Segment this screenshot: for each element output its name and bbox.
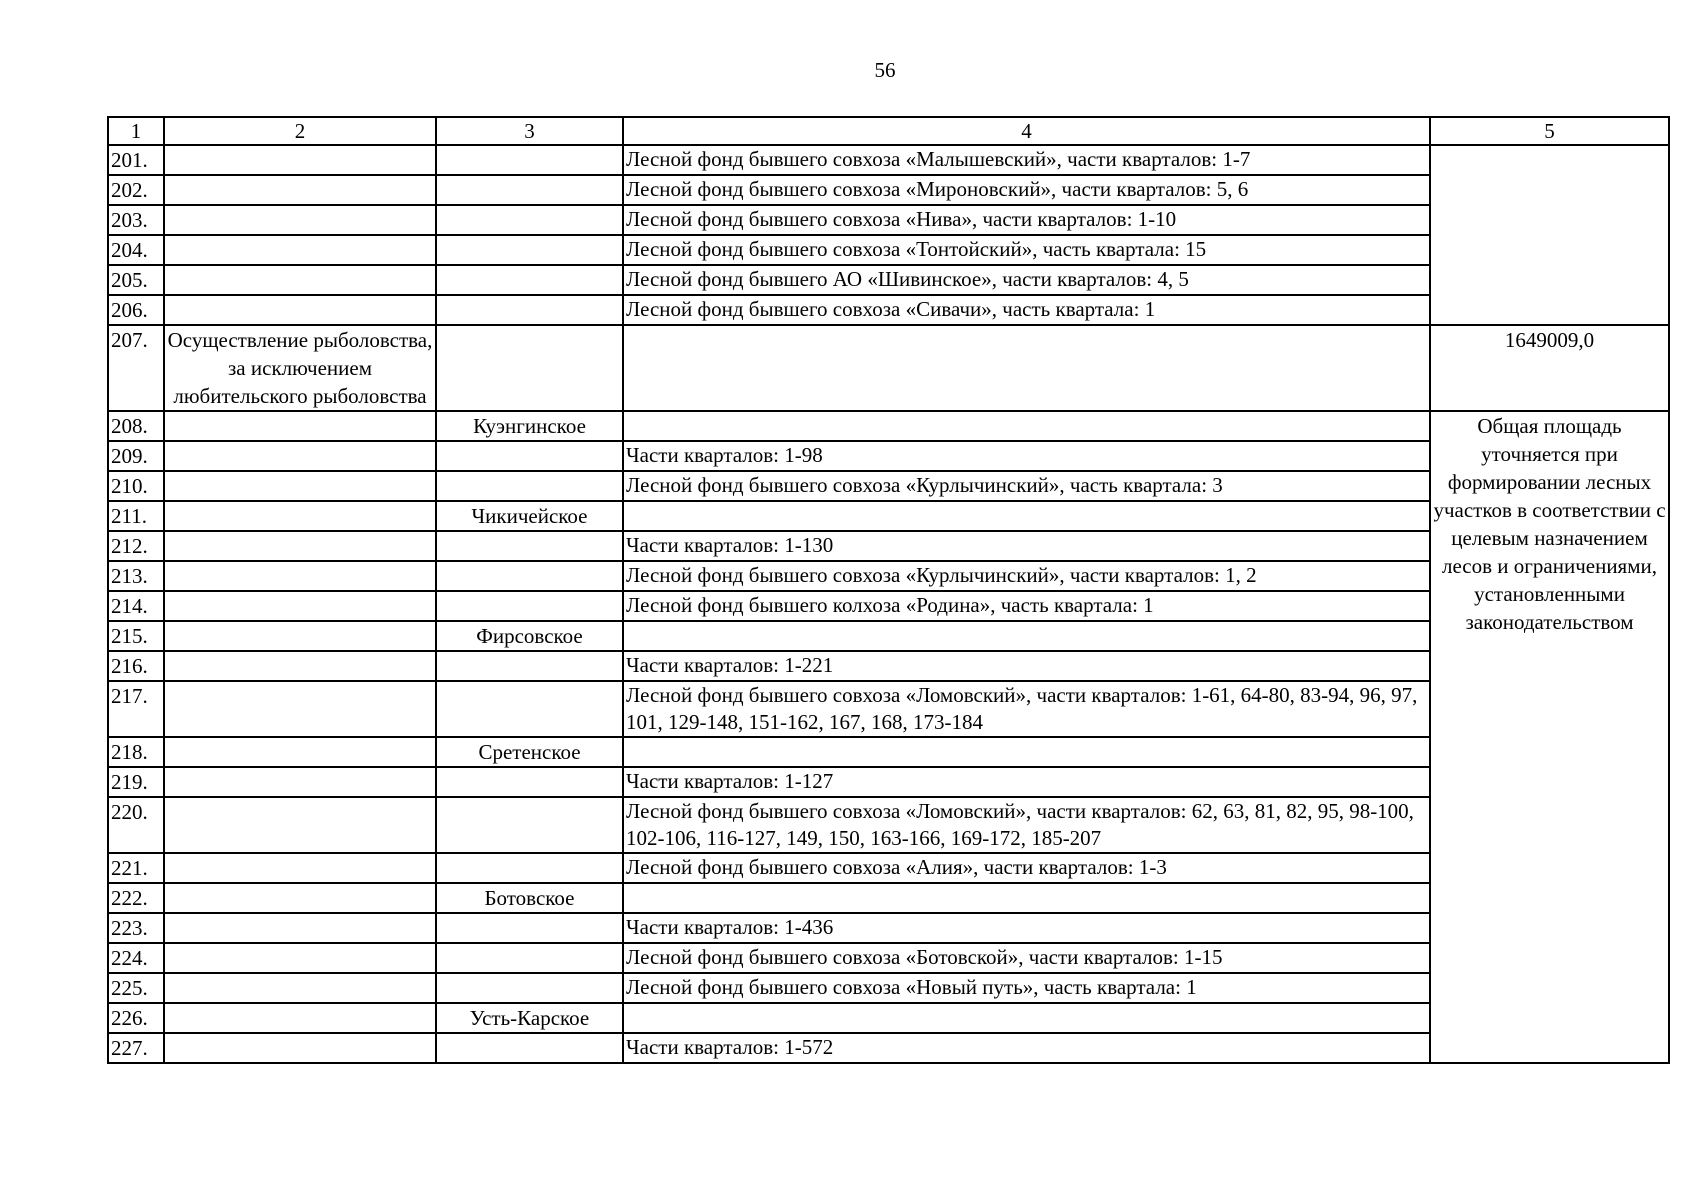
forestry-district-cell <box>436 325 623 411</box>
activity-cell <box>164 973 436 1003</box>
row-number: 224. <box>108 943 164 973</box>
row-number: 215. <box>108 621 164 651</box>
forestry-district-cell <box>436 797 623 853</box>
forestry-district-cell <box>436 265 623 295</box>
header-cell-5: 5 <box>1430 117 1669 145</box>
activity-cell <box>164 913 436 943</box>
forest-location-cell: Лесной фонд бывшего совхоза «Курлычинский», части кварталов: 1, 2 <box>623 561 1430 591</box>
row-number: 219. <box>108 767 164 797</box>
row-number: 226. <box>108 1003 164 1033</box>
forestry-district-cell <box>436 681 623 737</box>
forestry-district-cell: Фирсовское <box>436 621 623 651</box>
row-number: 217. <box>108 681 164 737</box>
forest-allocation-table <box>107 116 1670 1064</box>
forest-location-cell: Части кварталов: 1-572 <box>623 1033 1430 1063</box>
forestry-district-cell <box>436 973 623 1003</box>
header-cell-4: 4 <box>623 117 1430 145</box>
row-number: 221. <box>108 853 164 883</box>
activity-cell <box>164 205 436 235</box>
forest-location-cell: Лесной фонд бывшего совхоза «Алия», части кварталов: 1-3 <box>623 853 1430 883</box>
activity-cell <box>164 737 436 767</box>
header-cell-3: 3 <box>436 117 623 145</box>
activity-cell <box>164 651 436 681</box>
forestry-district-cell <box>436 205 623 235</box>
forest-location-cell: Лесной фонд бывшего совхоза «Сивачи», часть квартала: 1 <box>623 295 1430 325</box>
forestry-district-cell <box>436 531 623 561</box>
activity-cell <box>164 175 436 205</box>
forest-location-cell <box>623 411 1430 441</box>
row-number: 227. <box>108 1033 164 1063</box>
activity-cell <box>164 797 436 853</box>
forest-location-cell: Части кварталов: 1-130 <box>623 531 1430 561</box>
forest-location-cell: Лесной фонд бывшего колхоза «Родина», часть квартала: 1 <box>623 591 1430 621</box>
activity-cell <box>164 943 436 973</box>
activity-cell <box>164 591 436 621</box>
activity-cell <box>164 1003 436 1033</box>
forest-location-cell: Лесной фонд бывшего совхоза «Ботовской», части кварталов: 1-15 <box>623 943 1430 973</box>
forest-location-cell: Части кварталов: 1-436 <box>623 913 1430 943</box>
forest-location-cell: Части кварталов: 1-98 <box>623 441 1430 471</box>
forest-location-cell <box>623 883 1430 913</box>
forestry-district-cell <box>436 591 623 621</box>
row-number: 204. <box>108 235 164 265</box>
activity-cell <box>164 1033 436 1063</box>
forest-location-cell: Лесной фонд бывшего совхоза «Нива», части кварталов: 1-10 <box>623 205 1430 235</box>
forest-location-cell: Лесной фонд бывшего совхоза «Ломовский», части кварталов: 62, 63, 81, 82, 95, 98-100, 102-106, 116-127, 149, 150, 163-166, 169-172, 185-207 <box>623 797 1430 853</box>
forest-location-cell: Части кварталов: 1-221 <box>623 651 1430 681</box>
activity-cell <box>164 501 436 531</box>
forestry-district-cell: Ботовское <box>436 883 623 913</box>
row-number: 207. <box>108 325 164 411</box>
row-number: 213. <box>108 561 164 591</box>
forestry-district-cell <box>436 913 623 943</box>
forestry-district-cell <box>436 1033 623 1063</box>
activity-cell <box>164 235 436 265</box>
row-number: 223. <box>108 913 164 943</box>
forestry-district-cell <box>436 561 623 591</box>
row-number: 201. <box>108 145 164 175</box>
area-note-cell: Общая площадь уточняется при формировании лесных участков в соответствии с целевым назначением лесов и ограничениями, установленными законодательством <box>1430 411 1669 1063</box>
forestry-district-cell <box>436 235 623 265</box>
forestry-district-cell <box>436 651 623 681</box>
forest-location-cell <box>623 737 1430 767</box>
forestry-district-cell <box>436 471 623 501</box>
forest-location-cell: Лесной фонд бывшего совхоза «Новый путь», часть квартала: 1 <box>623 973 1430 1003</box>
row-number: 216. <box>108 651 164 681</box>
forestry-district-cell <box>436 853 623 883</box>
forest-location-cell: Лесной фонд бывшего совхоза «Мироновский», части кварталов: 5, 6 <box>623 175 1430 205</box>
activity-cell: Осуществление рыболовства, за исключением любительского рыболовства <box>164 325 436 411</box>
area-cell: 1649009,0 <box>1430 325 1669 411</box>
row-number: 212. <box>108 531 164 561</box>
forest-location-cell: Лесной фонд бывшего АО «Шивинское», части кварталов: 4, 5 <box>623 265 1430 295</box>
table-row <box>108 145 1669 175</box>
forest-location-cell: Лесной фонд бывшего совхоза «Малышевский», части кварталов: 1-7 <box>623 145 1430 175</box>
forest-location-cell: Части кварталов: 1-127 <box>623 767 1430 797</box>
row-number: 225. <box>108 973 164 1003</box>
row-number: 214. <box>108 591 164 621</box>
forest-location-cell <box>623 501 1430 531</box>
row-number: 222. <box>108 883 164 913</box>
activity-cell <box>164 145 436 175</box>
forestry-district-cell: Сретенское <box>436 737 623 767</box>
activity-cell <box>164 471 436 501</box>
header-cell-2: 2 <box>164 117 436 145</box>
row-number: 202. <box>108 175 164 205</box>
forest-location-cell <box>623 1003 1430 1033</box>
row-number: 208. <box>108 411 164 441</box>
activity-cell <box>164 411 436 441</box>
forestry-district-cell: Чикичейское <box>436 501 623 531</box>
activity-cell <box>164 767 436 797</box>
forestry-district-cell: Куэнгинское <box>436 411 623 441</box>
activity-cell <box>164 295 436 325</box>
area-cell-merged-empty <box>1430 145 1669 325</box>
page-number: 56 <box>874 58 896 82</box>
row-number: 210. <box>108 471 164 501</box>
forest-location-cell: Лесной фонд бывшего совхоза «Ломовский», части кварталов: 1-61, 64-80, 83-94, 96, 97, 101, 129-148, 151-162, 167, 168, 173-184 <box>623 681 1430 737</box>
forestry-district-cell <box>436 175 623 205</box>
forest-location-cell: Лесной фонд бывшего совхоза «Тонтойский», часть квартала: 15 <box>623 235 1430 265</box>
forestry-district-cell <box>436 943 623 973</box>
forestry-district-cell: Усть-Карское <box>436 1003 623 1033</box>
row-number: 205. <box>108 265 164 295</box>
activity-cell <box>164 883 436 913</box>
activity-cell <box>164 621 436 651</box>
forestry-district-cell <box>436 295 623 325</box>
forestry-district-cell <box>436 145 623 175</box>
table-row <box>108 411 1669 441</box>
forest-location-cell <box>623 325 1430 411</box>
forest-location-cell <box>623 621 1430 651</box>
row-number: 211. <box>108 501 164 531</box>
activity-cell <box>164 441 436 471</box>
activity-cell <box>164 681 436 737</box>
activity-cell <box>164 561 436 591</box>
row-number: 209. <box>108 441 164 471</box>
forestry-district-cell <box>436 767 623 797</box>
row-number: 206. <box>108 295 164 325</box>
table-header-row <box>108 117 1669 145</box>
activity-cell <box>164 853 436 883</box>
header-cell-1: 1 <box>108 117 164 145</box>
row-number: 203. <box>108 205 164 235</box>
row-number: 220. <box>108 797 164 853</box>
forestry-district-cell <box>436 441 623 471</box>
activity-cell <box>164 531 436 561</box>
table-row-activity <box>108 325 1669 411</box>
forest-location-cell: Лесной фонд бывшего совхоза «Курлычинский», часть квартала: 3 <box>623 471 1430 501</box>
activity-cell <box>164 265 436 295</box>
row-number: 218. <box>108 737 164 767</box>
